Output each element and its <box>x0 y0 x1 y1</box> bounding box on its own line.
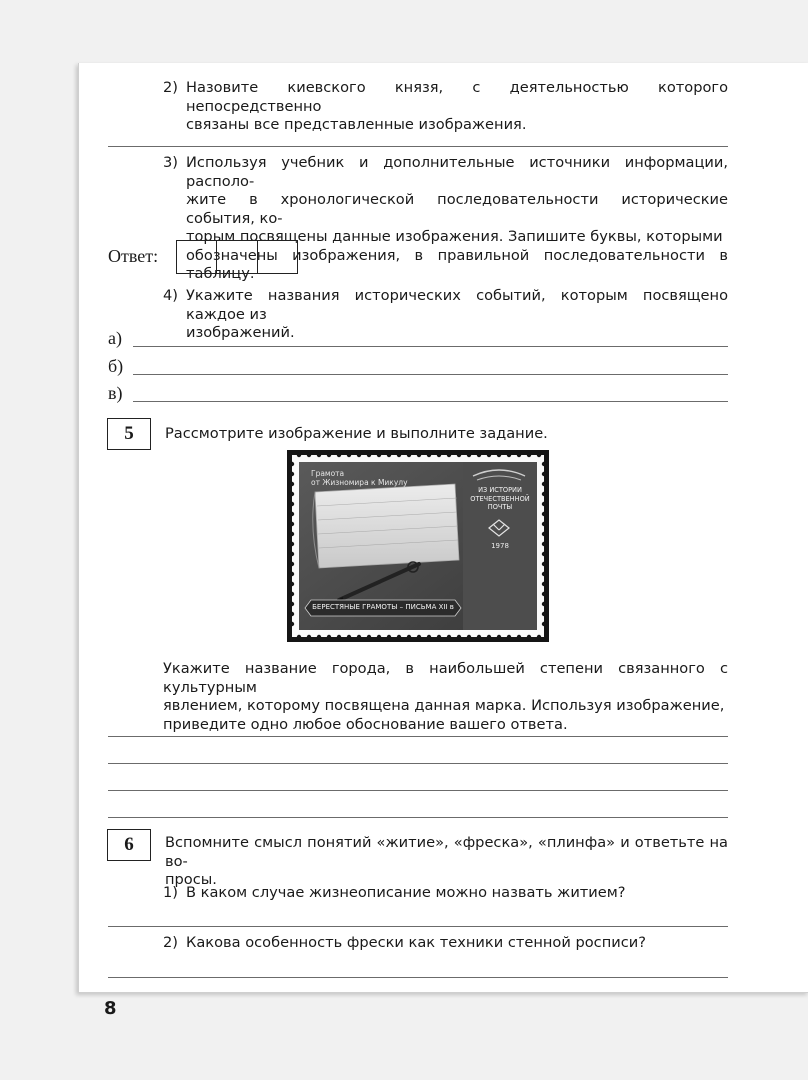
text-line: Вспомните смысл понятий «житие», «фреска», «плинфа» и ответьте на во- <box>165 834 728 870</box>
answer-table[interactable] <box>176 240 298 274</box>
text-line: Используя учебник и дополнительные источники информации, располо- <box>186 154 728 190</box>
question-4-2-text <box>186 79 728 135</box>
answer-cell-2[interactable] <box>217 241 257 273</box>
text-line: приведите одно любое обоснование вашего ответа. <box>163 715 568 733</box>
answer-letter-v: в) <box>108 383 123 403</box>
answer-label: Ответ: <box>108 246 159 266</box>
answer-line-v[interactable] <box>133 401 728 402</box>
stamp-text-layer <box>287 450 549 642</box>
text-line: связаны все представленные изображения. <box>186 116 527 133</box>
answer-line[interactable] <box>108 146 728 147</box>
task-number-5: 5 <box>107 418 151 450</box>
text-line: Укажите название города, в наибольшей степени связанного с культурным <box>163 660 728 696</box>
answer-cell-3[interactable] <box>258 241 297 273</box>
text-line: изображений. <box>186 324 295 341</box>
task-6-question-2: Какова особенность фрески как техники стенной росписи? <box>186 934 646 951</box>
stamp-title <box>311 469 408 487</box>
stamp-title-line: от Жизномира к Микулу <box>311 478 408 487</box>
answer-line-b[interactable] <box>133 374 728 375</box>
answer-cell-1[interactable] <box>177 241 217 273</box>
stamp-series-label <box>467 486 533 512</box>
question-number: 2) <box>163 79 178 96</box>
stamp-banner-text: БЕРЕСТЯНЫЕ ГРАМОТЫ – ПИСЬМА XII в <box>312 603 454 611</box>
text-line: Укажите названия исторических событий, которым посвящено каждое из <box>186 287 728 323</box>
stamp-series-line: ИЗ ИСТОРИИ <box>478 486 522 494</box>
stamp-title-line: Грамота <box>311 469 345 478</box>
answer-line[interactable] <box>108 763 728 764</box>
question-number: 4) <box>163 287 178 304</box>
answer-letter-a: а) <box>108 328 122 348</box>
question-number: 1) <box>163 884 178 901</box>
stamp-series-line: ПОЧТЫ <box>487 503 513 511</box>
stamp-year: 1978 <box>491 542 509 550</box>
text-line: явлением, которому посвящена данная марка. Используя изображение, <box>163 697 725 714</box>
answer-line[interactable] <box>108 790 728 791</box>
text-line: обозначены изображения, в правильной последовательности в таблицу. <box>186 246 728 282</box>
text-line: просы. <box>165 871 217 888</box>
text-line: Назовите киевского князя, с деятельностью которого непосредственно <box>186 79 728 115</box>
task-5-prompt: Рассмотрите изображение и выполните задание. <box>165 425 548 442</box>
task-5-question <box>163 660 728 734</box>
answer-line[interactable] <box>108 926 728 927</box>
question-number: 3) <box>163 154 178 171</box>
postage-stamp-image <box>287 450 549 642</box>
task-6-prompt <box>165 834 728 890</box>
answer-letter-b: б) <box>108 356 124 376</box>
task-number-6: 6 <box>107 829 151 861</box>
stamp-series-line: ОТЕЧЕСТВЕННОЙ <box>470 494 530 503</box>
answer-line[interactable] <box>108 977 728 978</box>
question-number: 2) <box>163 934 178 951</box>
task-6-question-1: В каком случае жизнеописание можно назвать житием? <box>186 884 626 901</box>
text-line: жите в хронологической последовательности исторические события, ко- <box>186 191 728 227</box>
page-number: 8 <box>104 998 117 1019</box>
question-4-4-text <box>186 287 728 343</box>
answer-line[interactable] <box>108 736 728 737</box>
answer-line[interactable] <box>108 817 728 818</box>
text-line: торым посвящены данные изображения. Запишите буквы, которыми <box>186 228 723 245</box>
answer-line-a[interactable] <box>133 346 728 347</box>
